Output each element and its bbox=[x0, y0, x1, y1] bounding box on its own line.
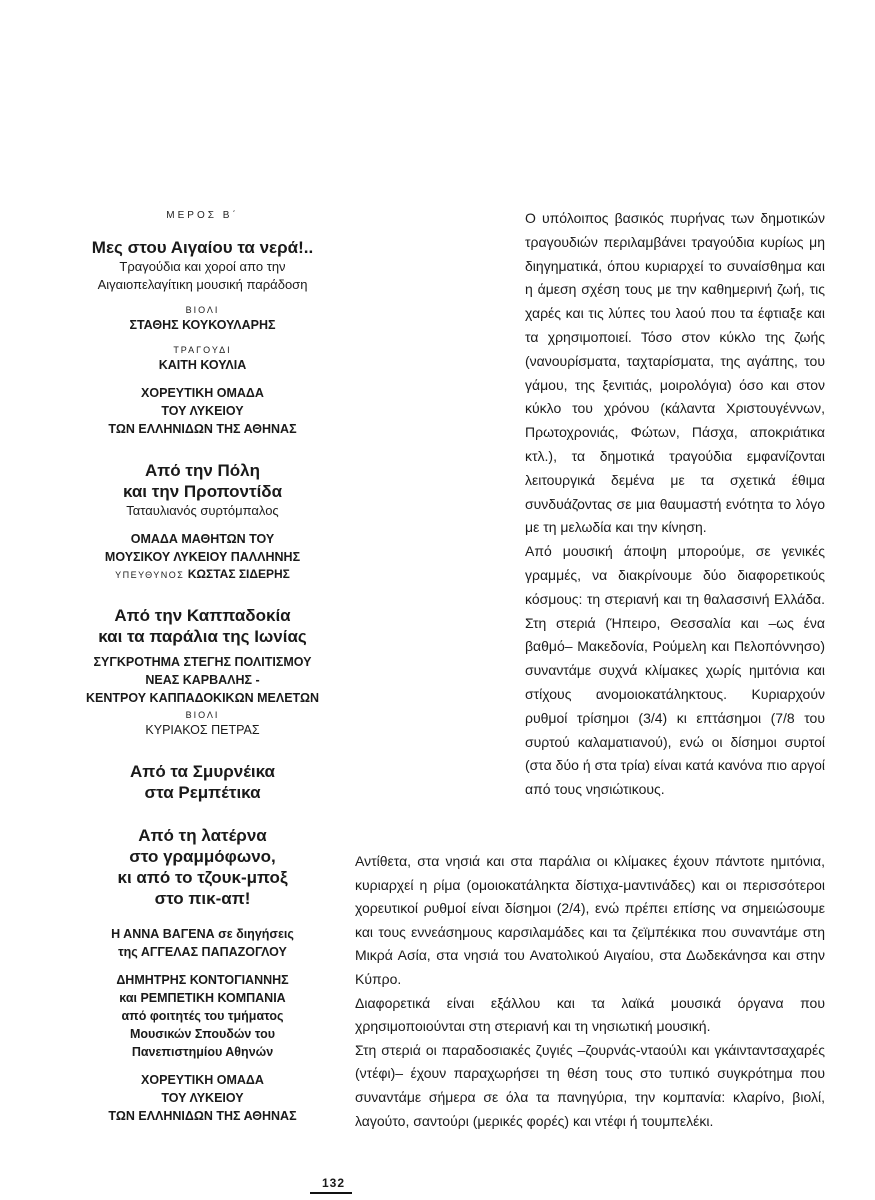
ensemble-name: ΤΟΥ ΛΥΚΕΙΟΥ bbox=[161, 404, 244, 418]
section-title: και τα παράλια της Ιωνίας bbox=[98, 627, 307, 646]
part-label: ΜΕΡΟΣ Β΄ bbox=[166, 210, 239, 221]
section-title: στα Ρεμπέτικα bbox=[144, 783, 261, 802]
ensemble-name: ΟΜΑΔΑ ΜΑΘΗΤΩΝ ΤΟΥ bbox=[130, 532, 275, 546]
section-title: κι από το τζουκ-μποξ bbox=[117, 868, 288, 887]
narrator-line: Η ΑΝΝΑ ΒΑΓΕΝΑ σε διηγήσεις bbox=[111, 927, 294, 941]
ensemble-name: ΣΥΓΚΡΟΤΗΜΑ ΣΤΕΓΗΣ ΠΟΛΙΤΙΣΜΟΥ bbox=[93, 655, 312, 669]
program-section-smyrna bbox=[45, 761, 360, 803]
role-label: ΤΡΑΓΟΥΔΙ bbox=[173, 345, 232, 355]
ensemble-name: ΝΕΑΣ ΚΑΡΒΑΛΗΣ - bbox=[145, 673, 260, 687]
page-number: 132 bbox=[322, 1176, 346, 1190]
ensemble-name: ΤΩΝ ΕΛΛΗΝΙΔΩΝ ΤΗΣ ΑΘΗΝΑΣ bbox=[108, 1109, 297, 1123]
section-title: στο γραμμόφωνο, bbox=[129, 847, 276, 866]
ensemble-name: ΤΟΥ ΛΥΚΕΙΟΥ bbox=[161, 1091, 244, 1105]
ensemble-name: ΧΟΡΕΥΤΙΚΗ ΟΜΑΔΑ bbox=[141, 1073, 264, 1087]
section-title: στο πικ-απ! bbox=[154, 889, 251, 908]
ensemble-name: από φοιτητές του τμήματος bbox=[121, 1009, 284, 1023]
section-title: και την Προποντίδα bbox=[122, 482, 283, 501]
section-subtitle: Τραγούδια και χοροί απο την bbox=[119, 259, 286, 274]
performer-name: ΣΤΑΘΗΣ ΚΟΥΚΟΥΛΑΡΗΣ bbox=[129, 318, 276, 332]
article-column bbox=[525, 207, 825, 802]
role-label: ΥΠΕΥΘΥΝΟΣ bbox=[115, 570, 185, 580]
page-number-rule bbox=[310, 1192, 352, 1194]
section-subtitle: Ταταυλιανός συρτόμπαλος bbox=[126, 503, 279, 518]
ensemble-name: ΚΕΝΤΡΟΥ ΚΑΠΠΑΔΟΚΙΚΩΝ ΜΕΛΕΤΩΝ bbox=[86, 691, 319, 705]
article-paragraph: Ο υπόλοιπος βασικός πυρήνας των δημοτικών τραγουδιών περιλαμβάνει τραγούδια κυρίως μη διηγηματικά, όπου κυριαρχεί το συναίσθημα και η άμεση σχέση τους με την καθημερινή ζωή, τις χαρές και τις λύπες του λαού που τα έφτιαξε και τα χρησιμοποιεί. Τόσο στον κύκλο της ζωής (νανουρίσματα, ταχταρίσματα, της αγάπης, του γάμου, της ξενιτιάς, μοιρολόγια) όσο και στον κύκλο του χρόνου (κάλαντα Χριστουγέννων, Πρωτοχρονιάς, Φώτων, Πάσχα, αποκριάτικα κτλ.), τα δημοτικά τραγούδια εμφανίζονται λειτουργικά δεμένα με τα σχετικά έθιμα συνδυάζοντας σε μια θαυμαστή ενότητα το λόγο με τη μελωδία και την κίνηση. bbox=[525, 210, 825, 536]
section-title: Από τα Σμυρνέικα bbox=[130, 762, 275, 781]
responsible-line bbox=[45, 566, 360, 583]
ensemble-name: ΤΩΝ ΕΛΛΗΝΙΔΩΝ ΤΗΣ ΑΘΗΝΑΣ bbox=[108, 422, 297, 436]
program-section-aegean bbox=[45, 237, 360, 438]
ensemble-name: ΧΟΡΕΥΤΙΚΗ ΟΜΑΔΑ bbox=[141, 386, 264, 400]
narrator-line: της ΑΓΓΕΛΑΣ ΠΑΠΑΖΟΓΛΟΥ bbox=[118, 945, 287, 959]
section-title: Από τη λατέρνα bbox=[138, 826, 267, 845]
program-column bbox=[45, 210, 360, 1125]
ensemble-name: Πανεπιστημίου Αθηνών bbox=[131, 1045, 274, 1059]
role-label: ΒΙΟΛΙ bbox=[185, 710, 220, 720]
section-title: Από την Πόλη bbox=[144, 461, 261, 480]
article-paragraph: Διαφορετικά είναι εξάλλου και τα λαϊκά μουσικά όργανα που χρησιμοποιούνται στη στεριανή και τη νησιωτική μουσική. bbox=[355, 994, 825, 1035]
section-subtitle: Αιγαιοπελαγίτικη μουσική παράδοση bbox=[97, 277, 308, 292]
article-continuation bbox=[355, 850, 825, 1133]
section-title: Μες στου Αιγαίου τα νερά!.. bbox=[91, 238, 314, 257]
performer-name: ΚΑΙΤΗ ΚΟΥΛΙΑ bbox=[158, 358, 247, 372]
article-paragraph: Αντίθετα, στα νησιά και στα παράλια οι κλίμακες έχουν πάντοτε ημιτόνια, κυριαρχεί η ρίμα (ομοιοκατάληκτα δίστιχα-μαντινάδες) και οι περισσότεροι χορευτικοί ρυθμοί είναι δίσημοι (2/4), ενώ πρέπει επίσης να σημειώσουμε και τους εννεάσημους καρσιλαμάδες και τα ζεϊμπέκικα που συναντάμε στη Μικρά Ασία, στα νησιά του Ανατολικού Αιγαίου, στα Δωδεκάνησα και στην Κύπρο. bbox=[355, 853, 825, 987]
section-title: Από την Καππαδοκία bbox=[114, 606, 291, 625]
ensemble-name: και ΡΕΜΠΕΤΙΚΗ ΚΟΜΠΑΝΙΑ bbox=[119, 991, 286, 1005]
performer-name: ΚΩΣΤΑΣ ΣΙΔΕΡΗΣ bbox=[187, 567, 290, 581]
program-section-cappadocia bbox=[45, 605, 360, 739]
ensemble-name: ΜΟΥΣΙΚΟΥ ΛΥΚΕΙΟΥ ΠΑΛΛΗΝΗΣ bbox=[104, 550, 301, 564]
ensemble-name: ΔΗΜΗΤΡΗΣ ΚΟΝΤΟΓΙΑΝΝΗΣ bbox=[116, 973, 289, 987]
article-paragraph: Στη στεριά οι παραδοσιακές ζυγιές –ζουρνάς-νταούλι και γκάινταντσαχαρές (ντέφι)– έχουν παραχωρήσει τη θέση τους στο τυπικό συγκρότημα που συναντάμε σήμερα σε όλα τα πανηγύρια, την κομπανία: κλαρίνο, βιολί, λαγούτο, σαντούρι (μερικές φορές) και ντέφι ή τουμπελέκι. bbox=[355, 1041, 825, 1129]
performer-name: ΚΥΡΙΑΚΟΣ ΠΕΤΡΑΣ bbox=[145, 723, 260, 737]
ensemble-name: Μουσικών Σπουδών του bbox=[129, 1027, 275, 1041]
program-section-constantinople bbox=[45, 460, 360, 583]
program-section-laterna bbox=[45, 825, 360, 1125]
role-label: ΒΙΟΛΙ bbox=[185, 305, 220, 315]
article-paragraph: Από μουσική άποψη μπορούμε, σε γενικές γραμμές, να διακρίνουμε δύο διαφορετικούς κόσμους: τη στεριανή και τη θαλασσινή Ελλάδα. Στη στεριά (Ήπειρο, Θεσσαλία και –ως ένα βαθμό– Μακεδονία, Ρούμελη και Πελοπόννησο) συναντάμε συχνά κλίμακες χωρίς ημιτόνια και στίχους ανομοιοκατάληκτους. Κυριαρχούν ρυθμοί τρίσημοι (3/4) κι επτάσημοι (7/8 του συρτού καλαματιανού), ενώ οι δίσημοι συρτοί (στα δύο ή στα τρία) είναι κατά κανόνα πιο αργοί από τους νησιώτικους. bbox=[525, 543, 825, 798]
